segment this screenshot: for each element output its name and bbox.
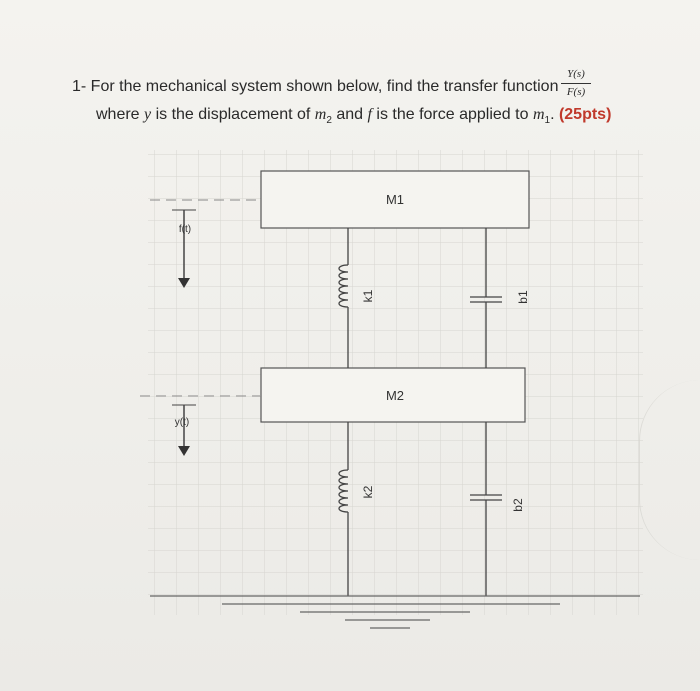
text-applied: is the force applied to <box>371 106 533 123</box>
text-where: where <box>96 106 145 123</box>
text-period: . <box>550 106 559 123</box>
mass-m1-label: M1 <box>385 192 405 207</box>
displacement-label: y(t) <box>174 417 190 428</box>
var-m1: m <box>532 106 545 123</box>
damper-b2-label: b2 <box>511 498 525 512</box>
var-f: f <box>367 106 372 123</box>
sub-2: 2 <box>326 115 332 127</box>
points-label: (25pts) <box>558 106 612 123</box>
force-label: f(t) <box>178 224 192 235</box>
spring-k1-label: k1 <box>361 289 375 303</box>
fraction-denominator: F(s) <box>566 86 586 98</box>
mass-m2-label: M2 <box>385 388 405 403</box>
text-and: and <box>331 106 368 123</box>
fraction-numerator: Y(s) <box>567 68 585 80</box>
text-displacement: is the displacement of <box>151 106 315 123</box>
spring-k2-label: k2 <box>361 485 375 499</box>
sub-1: 1 <box>544 115 551 127</box>
question-prefix: 1- For the mechanical system shown below, find the transfer function <box>72 78 559 95</box>
var-m2: m <box>314 106 327 123</box>
var-y: y <box>144 106 152 123</box>
damper-b1-label: b1 <box>516 290 530 304</box>
